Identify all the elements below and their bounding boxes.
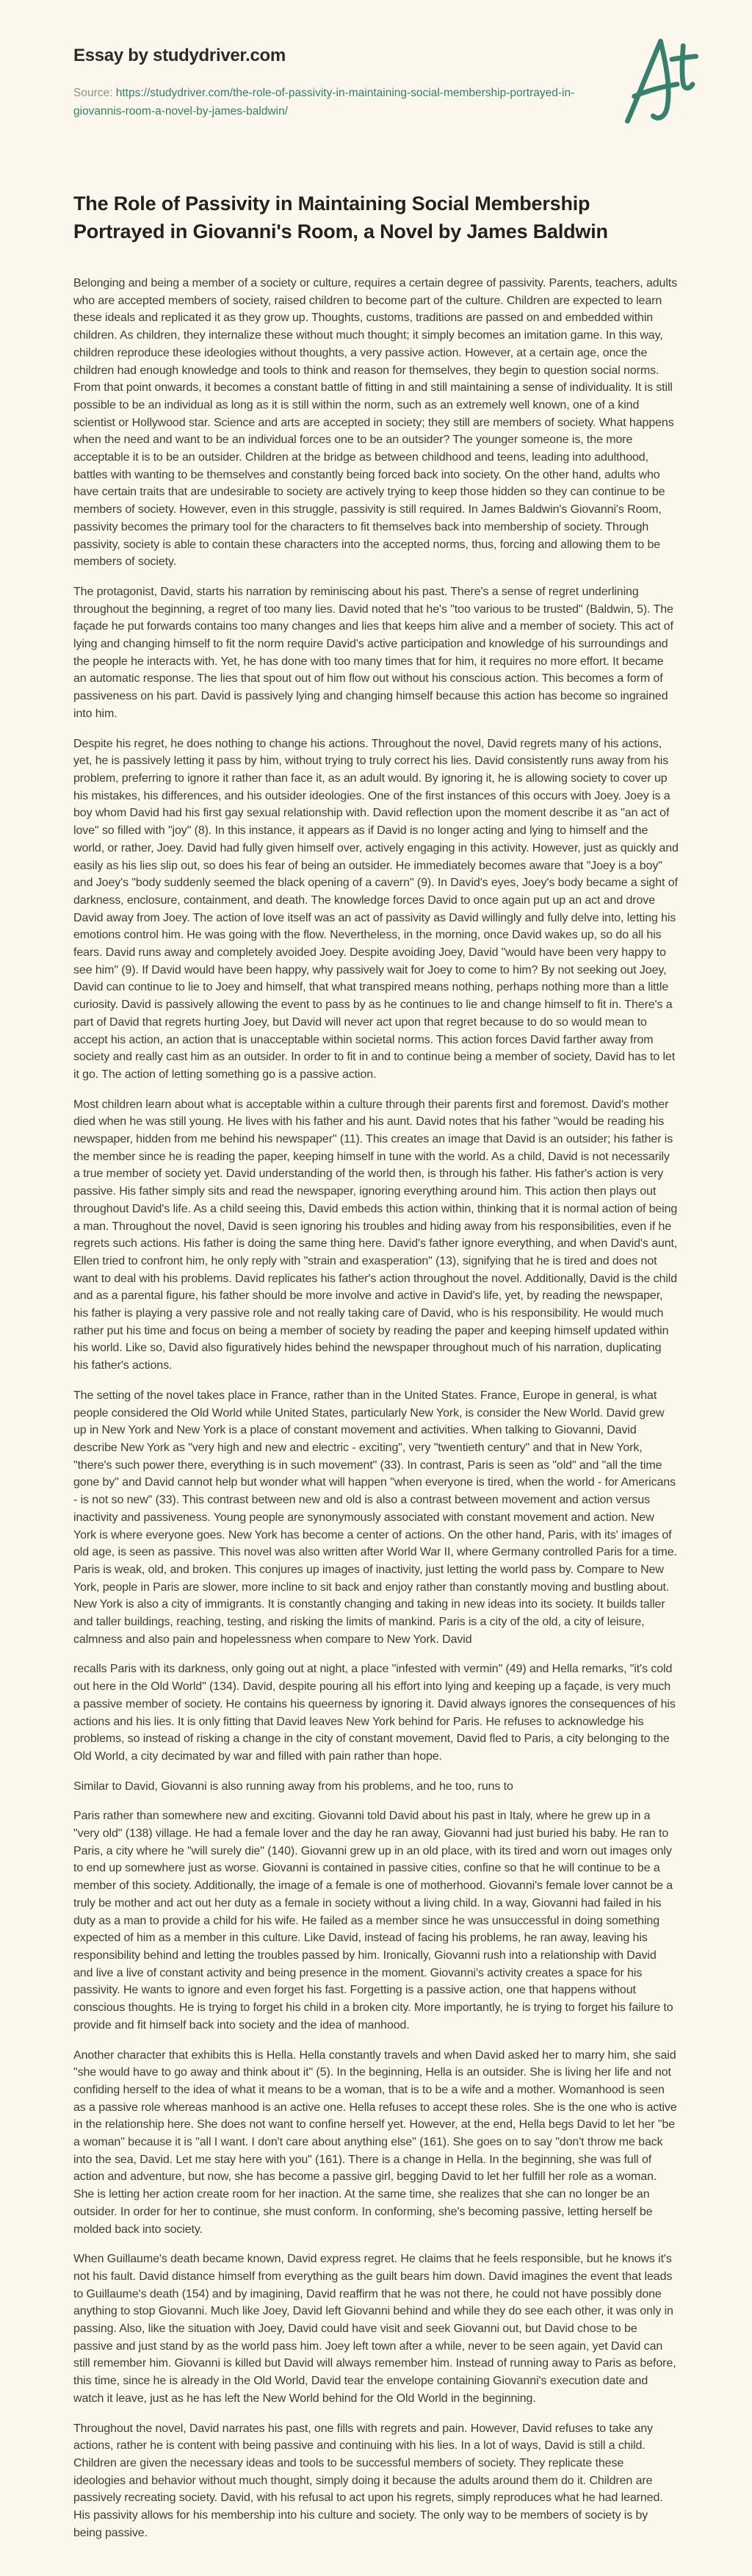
essay-body [73,275,679,2541]
essay-paragraph: Throughout the novel, David narrates his past, one fills with regrets and pain. However, David refuses to take any actions, rather he is content with being passive and continuing with his lies. In a lot of ways, David is still a child. Children are given the necessary ideas and tools to be successful members of society. They replicate these ideologies and behavior without much thought, simply doing it because the adults around them do it. Children are passively recreating society. David, with his refusal to act upon his regrets, simply reproduces what he had learned. His passivity allows for his membership into his culture and society. The only way to be members of society is by being passive. [73,2422,663,2539]
source-line [73,84,591,120]
essay-paragraph: Another character that exhibits this is Hella. Hella constantly travels and when David asked her to marry him, she said "she would have to go away and think about it" (5). In the beginning, Hella is an outsider. She is living her life and not confiding herself to the idea of what it means to be a woman, that is to be a wife and a mother. Womanhood is seen as a passive role whereas manhood is an active one. Hella refuses to accept these roles. She is the one who is active in the relationship here. She does not want to confine herself yet. However, at the end, Hella begs David to let her "be a woman" because it is "all I want. I don't care about anything else" (161). She goes on to say "don't throw me back into the sea, David. Let me stay here with you" (161). There is a change in Hella. In the beginning, she was full of action and adventure, but now, she has become a passive girl, begging David to let her fulfill her role as a woman. She is letting her action create room for her inaction. At the same time, she realizes that she can no longer be an outsider. In order for her to continue, she must conform. In conforming, she's becoming passive, letting herself be molded back into society. [73,2048,677,2236]
essay-paragraph: When Guillaume's death became known, David express regret. He claims that he feels responsible, but he knows it's not his fault. David distance himself from everything as the guilt bears him down. David imagines the event that leads to Guillaume's death (154) and by imagining, David reaffirm that he was not there, he could not have possibly done anything to stop Giovanni. Much like Joey, David left Giovanni behind and while they do see each other, it was only in passing. Also, like the situation with Joey, David could have visit and seek Giovanni out, but David chose to be passive and just stand by as the world pass him. Joey left town after a while, never to be seen again, yet David can still remember him. Giovanni is killed but David will always remember him. Instead of running away to Paris as before, this time, since he is already in the Old World, David tear the envelope containing Giovanni's execution date and watch it leave, just as he has left the New World behind for the Old World in the beginning. [73,2253,676,2405]
essay-paragraph: The protagonist, David, starts his narration by reminiscing about his past. There's a sense of regret underlining throughout the beginning, a regret of too many lies. David noted that he's "too various to be trusted" (Baldwin, 5). The façade he put forwards contains too many changes and lies that keeps him alive and a member of society. This act of lying and changing himself to fit the norm require David's active participation and knowledge of his surroundings and the people he interacts with. Yet, he has done with too many times that for him, it requires no more effort. It became an automatic response. The lies that spout out of him flow out without his conscious action. This becomes a form of passiveness on his part. David is passively lying and changing himself because this action has become so ingrained into him. [73,585,673,720]
source-link[interactable]: https://studydriver.com/the-role-of-passivity-in-maintaining-social-membership-portrayed-in-giovannis-room-a-novel-by-james-baldwin/ [73,87,575,118]
essay-paragraph: Paris rather than somewhere new and exciting. Giovanni told David about his past in Italy, where he grew up in a "very old" (138) village. He had a female lover and the day he ran away, Giovanni had just buried his baby. He ran to Paris, a city where he "will surely die" (140). Giovanni grew up in an old place, with its tired and worn out images only to end up somewhere just as worse. Giovanni is contained in passive cities, confine so that he will continue to be a member of this society. Additionally, the image of a female is one of motherhood. Giovanni's female lover cannot be a truly be mother and act out her duty as a female in society without a living child. In a way, Giovanni had failed in his duty as a man to provide a child for his wife. He failed as a member since he was unsuccessful in doing something expected of him as a member in this culture. Like David, instead of facing his problems, he ran away, leaving his responsibility behind and letting the troubles passed by him. Ironically, Giovanni rush into a relationship with David and live a live of constant activity and being presence in the moment. Giovanni's activity creates a space for his passivity. He wants to ignore and even forget his fast. Forgetting is a passive action, one that happens without conscious thoughts. He is trying to forget his child in a broken city. More importantly, he is trying to forget his failure to provide and fit himself back into society and the idea of manhood. [73,1810,673,2032]
essay-paragraph: Most children learn about what is acceptable within a culture through their parents first and foremost. David's mother died when he was still young. He lives with his father and his aunt. David notes that his father "would be reading his newspaper, hidden from me behind his newspaper" (11). This creates an image that David is an outsider; his father is the member since he is reading the paper, keeping himself in tune with the world. As a child, David is not necessarily a true member of society yet. David understanding of the world then, is through his father. His father's action is very passive. His father simply sits and read the newspaper, ignoring everything around him. This action then plays out throughout David's life. As a child seeing this, David embeds this action within, thinking that it is normal action of being a man. Throughout the novel, David is seen ignoring his troubles and hiding away from his responsibilities, even if he regrets such actions. His father is doing the same thing here. David's father ignore everything, and when David's aunt, Ellen tried to confront him, he only reply with "strain and exasperation" (13), signifying that he is tired and does not want to deal with his problems. David replicates his father's action throughout the novel. Additionally, David is the child and as a parental figure, his father should be more involve and active in David's life, yet, by reading the newspaper, his father is playing a very passive role and not really taking care of David, who is his responsibility. He would much rather put his time and focus on being a member of society by reading the paper and keeping himself updated within his world. Like so, David also figuratively hides behind the newspaper throughout much of his narration, duplicating his father's actions. [73,1098,678,1372]
essay-title: The Role of Passivity in Maintaining Social Membership Portrayed in Giovanni's Room, a Novel by James Baldwin [73,193,608,242]
essay-paragraph: recalls Paris with its darkness, only going out at night, a place "infested with vermin" (49) and Hella remarks, "it's cold out here in the Old World" (134). David, despite pouring all his effort into lying and keeping up a façade, is very much a passive member of society. He contains his queerness by ignoring it. David always ignores the consequences of his actions and his lies. It is only fitting that David leaves New York behind for Paris. He refuses to acknowledge his problems, so instead of risking a change in the city of constant movement, David fled to Paris, a city belonging to the Old World, a city decimated by war and filled with pain rather than hope. [73,1663,676,1763]
essay-paragraph: Belonging and being a member of a society or culture, requires a certain degree of passivity. Parents, teachers, adults who are accepted members of society, raised children to become part of the culture. Children are expected to learn these ideals and replicated it as they grow up. Thoughts, customs, traditions are passed on and embedded within children. As children, they internalize these without much thought; it simply becomes an imitation game. In this way, children reproduce these ideologies without thoughts, a very passive action. However, at a certain age, once the children had enough knowledge and tools to think and reason for themselves, they begin to question social norms. From that point onwards, it becomes a constant battle of fitting in and still maintaining a sense of individuality. It is still possible to be an individual as long as it is still within the norm, such as an extremely well known, one of a kind scientist or Hollywood star. Science and arts are accepted in society; they still are members of society. What happens when the need and want to be an individual forces one to be an outsider? The younger someone is, the more acceptable it is to be an outsider. Children at the bridge as between childhood and teens, leading into adulthood, battles with wanting to be themselves and constantly being forced back into society. On the other hand, adults who have certain traits that are undesirable to society are actively trying to keep those hidden so they can continue to be members of society. However, even in this struggle, passivity is still required. In James Baldwin's Giovanni's Room, passivity becomes the primary tool for the characters to fit themselves back into membership of society. Through passivity, society is able to contain these characters into the accepted norms, thus, forcing and allowing them to be members of society. [73,277,678,569]
source-label: Source: [73,87,113,99]
essay-paragraph: Similar to David, Giovanni is also running away from his problems, and he too, runs to [73,1780,513,1793]
essay-paragraph: The setting of the novel takes place in France, rather than in the United States. France, Europe in general, is what people considered the Old World while United States, particularly New York, is consider the New World. David grew up in New York and New York is a place of constant movement and activities. When talking to Giovanni, David describe New York as "very high and new and electric - exciting", very "twentieth century" and that in New York, "there's such power there, everything is in such movement" (33). In contrast, Paris is seen as "old" and "all the time gone by" and David cannot help but wonder what will happen "when everyone is tired, when the world - for Americans - is not so new" (33). This contrast between new and old is also a contrast between movement and action versus inactivity and passiveness. Young people are synonymously associated with constant movement and action. New York is where everyone goes. New York has become a center of actions. On the other hand, Paris, with its' images of old age, is seen as passive. This novel was also written after World War II, where Germany controlled Paris for a time. Paris is weak, old, and broken. This conjures up images of inactivity, just letting the world pass by. Compare to New York, people in Paris are slower, more incline to sit back and enjoy rather than constantly moving and bustling about. New York is also a city of immigrants. It is constantly changing and taking in new ideas into its society. It builds taller and taller buildings, reaching, testing, and risking the limits of mankind. Paris is a city of the old, a city of leisure, calmness and also pain and hopelessness when compare to New York. David [73,1389,677,1646]
essay-paragraph: Despite his regret, he does nothing to change his actions. Throughout the novel, David regrets many of his actions, yet, he is passively letting it pass by him, without trying to truly correct his lies. David consistently runs away from his problem, preferring to ignore it rather than face it, as an adult would. By ignoring it, he is allowing society to cover up his mistakes, his differences, and his outsider ideologies. One of the first instances of this occurs with Joey. Joey is a boy whom David had his first gay sexual relationship with. David reflection upon the moment describe it as "an act of love" so filled with "joy" (8). In this instance, it appears as if David is no longer acting and lying to himself and the world, or rather, Joey. David had fully given himself over, actively engaging in this activity. However, just as quickly and easily as his lies slip out, so does his fear of being an outsider. He immediately becomes aware that "Joey is a boy" and Joey's "body suddenly seemed the black opening of a cavern" (9). In David's eyes, Joey's body became a sight of darkness, enclosure, containment, and death. The knowledge forces David to once again put up an act and drove David away from Joey. The action of love itself was an act of passivity as David willingly and fully delve into, letting his emotions control him. He was going with the flow. Nevertheless, in the morning, once David wakes up, so do all his fears. David runs away and completely avoided Joey. Despite avoiding Joey, David "would have been very happy to see him" (9). If David would have been happy, why passively wait for Joey to come to him? By not seeking out Joey, David can continue to lie to Joey and himself, that what transpired means nothing, perhaps nothing more than a little curiosity. David is passively allowing the event to pass by as he continues to lie and change himself to fit in. There's a part of David that regrets hurting Joey, but David will never act upon that regret because to do so would mean to accept his action, an action that is unacceptable within societal norms. This action forces David farther away from society and really cast him as an outsider. In order to fit in and to continue being a member of society, David has to let it go. The action of letting something go is a passive action. [73,737,679,1081]
studydriver-a-plus-logo-icon [622,37,699,123]
document-title: Essay by studydriver.com [73,46,286,65]
